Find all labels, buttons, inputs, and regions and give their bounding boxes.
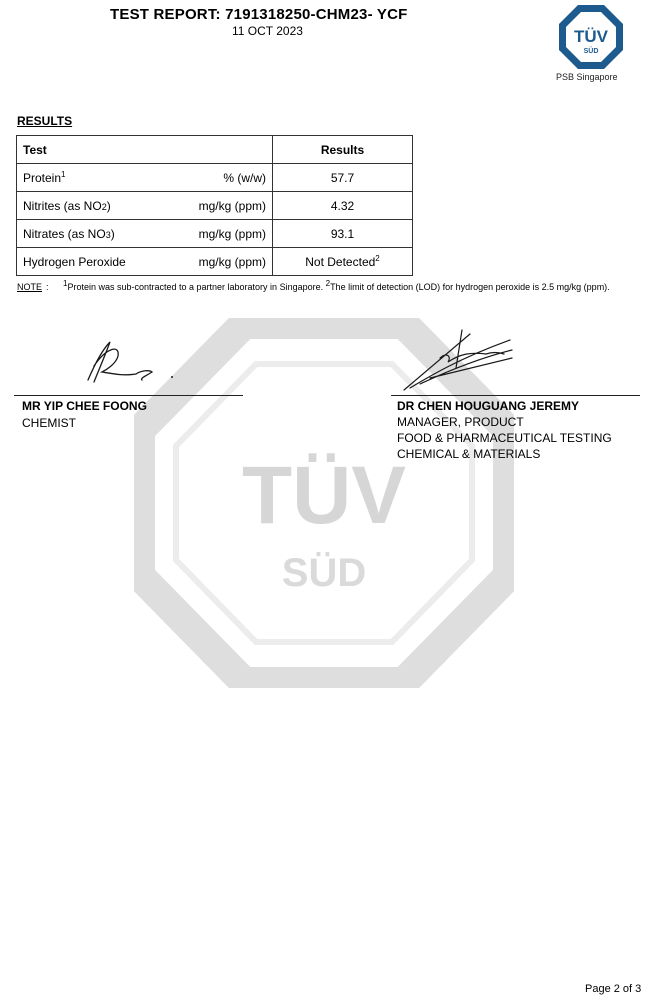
test-cell xyxy=(17,192,273,220)
test-cell xyxy=(17,248,273,276)
column-header-test: Test xyxy=(17,136,273,164)
table-row xyxy=(17,220,413,248)
note-colon: : xyxy=(46,282,49,292)
logo-caption: PSB Singapore xyxy=(556,72,618,82)
test-name: Nitrates (as NO3) xyxy=(23,226,115,241)
note-text: $^1$Protein was sub-contracted to a partner laboratory in Singapore. $^2$The limit of detection (LOD) for hydrogen peroxide is 2.5 mg/kg (ppm). xyxy=(63,279,610,292)
tuv-sud-logo xyxy=(558,4,624,70)
column-header-results: Results xyxy=(273,136,413,164)
watermark-bottom-text: SÜD xyxy=(281,551,367,595)
right-signatory-roles xyxy=(397,414,612,462)
test-unit: mg/kg (ppm) xyxy=(198,198,266,213)
right-signature-line xyxy=(391,395,640,396)
test-name: Hydrogen Peroxide xyxy=(23,254,126,269)
test-name: Protein$^1$ xyxy=(23,169,66,185)
test-name: Nitrites (as NO2) xyxy=(23,198,111,213)
test-cell xyxy=(17,220,273,248)
table-row xyxy=(17,192,413,220)
test-cell xyxy=(17,164,273,192)
results-heading: RESULTS xyxy=(17,114,73,128)
test-unit: mg/kg (ppm) xyxy=(198,254,266,269)
page-number: Page 2 of 3 xyxy=(585,983,642,995)
table-row xyxy=(17,248,413,276)
right-signatory-role: FOOD & PHARMACEUTICAL TESTING xyxy=(397,431,612,445)
result-value: 4.32 xyxy=(273,192,413,220)
subscript: 3 xyxy=(105,229,111,240)
result-value: 93.1 xyxy=(273,220,413,248)
footnote-marker: 2 xyxy=(375,253,380,263)
results-table xyxy=(16,135,413,276)
table-header-row xyxy=(17,136,413,164)
note-label: NOTE xyxy=(17,282,43,292)
result-value: Not Detected$^2$ xyxy=(273,248,413,276)
right-signature xyxy=(400,328,520,396)
logo-bottom-text: SÜD xyxy=(583,48,599,55)
left-signature xyxy=(80,336,180,386)
test-unit: % (w/w) xyxy=(223,170,266,185)
right-signatory-name: DR CHEN HOUGUANG JEREMY xyxy=(397,399,580,413)
footnote-marker: 1 xyxy=(61,169,66,179)
right-signatory-role: CHEMICAL & MATERIALS xyxy=(397,447,541,461)
left-signature-line xyxy=(14,395,243,396)
report-date: 11 OCT 2023 xyxy=(232,24,303,38)
report-title: TEST REPORT: 7191318250-CHM23- YCF xyxy=(110,6,408,23)
watermark-top-text: TÜV xyxy=(242,450,406,541)
result-value: 57.7 xyxy=(273,164,413,192)
right-signatory-role: MANAGER, PRODUCT xyxy=(397,415,524,429)
subscript: 2 xyxy=(101,201,107,212)
logo-top-text: TÜV xyxy=(574,27,608,46)
left-signatory-role: CHEMIST xyxy=(22,416,76,430)
test-unit: mg/kg (ppm) xyxy=(198,226,266,241)
table-row xyxy=(17,164,413,192)
left-signatory-name: MR YIP CHEE FOONG xyxy=(22,399,147,413)
